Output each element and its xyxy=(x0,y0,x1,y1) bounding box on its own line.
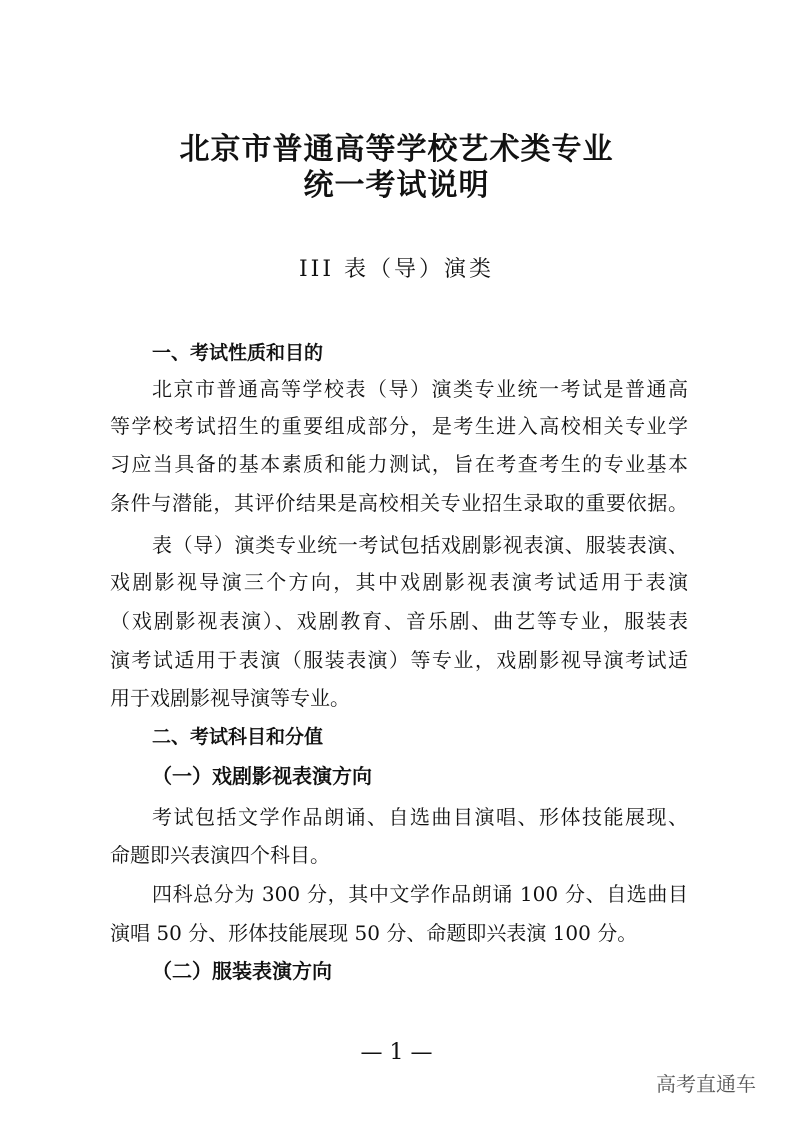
paragraph-1-line-3: 习应当具备的基本素质和能力测试，旨在考查考生的专业基本 xyxy=(110,452,688,476)
paragraph-3-line-1: 考试包括文学作品朗诵、自选曲目演唱、形体技能展现、 xyxy=(152,805,688,829)
paragraph-2-line-5: 用于戏剧影视导演等专业。 xyxy=(110,686,350,710)
watermark: 高考直通车 xyxy=(656,1072,756,1096)
subsection-heading-1: （一）戏剧影视表演方向 xyxy=(152,764,372,788)
paragraph-3-line-2: 命题即兴表演四个科目。 xyxy=(110,843,330,867)
paragraph-2-line-3: （戏剧影视表演）、戏剧教育、音乐剧、曲艺等专业，服装表 xyxy=(110,609,688,633)
subsection-heading-2: （二）服装表演方向 xyxy=(152,959,332,983)
paragraph-1-line-4: 条件与潜能，其评价结果是高校相关专业招生录取的重要依据。 xyxy=(110,491,688,515)
paragraph-4-line-2: 演唱 50 分、形体技能展现 50 分、命题即兴表演 100 分。 xyxy=(110,921,638,945)
paragraph-2-line-1: 表（导）演类专业统一考试包括戏剧影视表演、服装表演、 xyxy=(152,533,688,557)
paragraph-4-line-1: 四科总分为 300 分，其中文学作品朗诵 100 分、自选曲目 xyxy=(152,882,688,906)
paragraph-2-line-2: 戏剧影视导演三个方向，其中戏剧影视表演考试适用于表演 xyxy=(110,570,688,594)
section-heading-2: 二、考试科目和分值 xyxy=(152,726,324,748)
paragraph-2-line-4: 演考试适用于表演（服装表演）等专业，戏剧影视导演考试适 xyxy=(110,648,688,672)
section-heading-1: 一、考试性质和目的 xyxy=(152,342,324,364)
paragraph-1-line-2: 等学校考试招生的重要组成部分，是考生进入高校相关专业学 xyxy=(110,414,688,438)
paragraph-1-line-1: 北京市普通高等学校表（导）演类专业统一考试是普通高 xyxy=(152,377,688,401)
page-number: — 1 — xyxy=(360,1040,433,1065)
document-title-line-2: 统一考试说明 xyxy=(303,168,490,203)
document-title-line-1: 北京市普通高等学校艺术类专业 xyxy=(179,132,614,167)
document-subtitle: III 表（导）演类 xyxy=(298,257,495,282)
